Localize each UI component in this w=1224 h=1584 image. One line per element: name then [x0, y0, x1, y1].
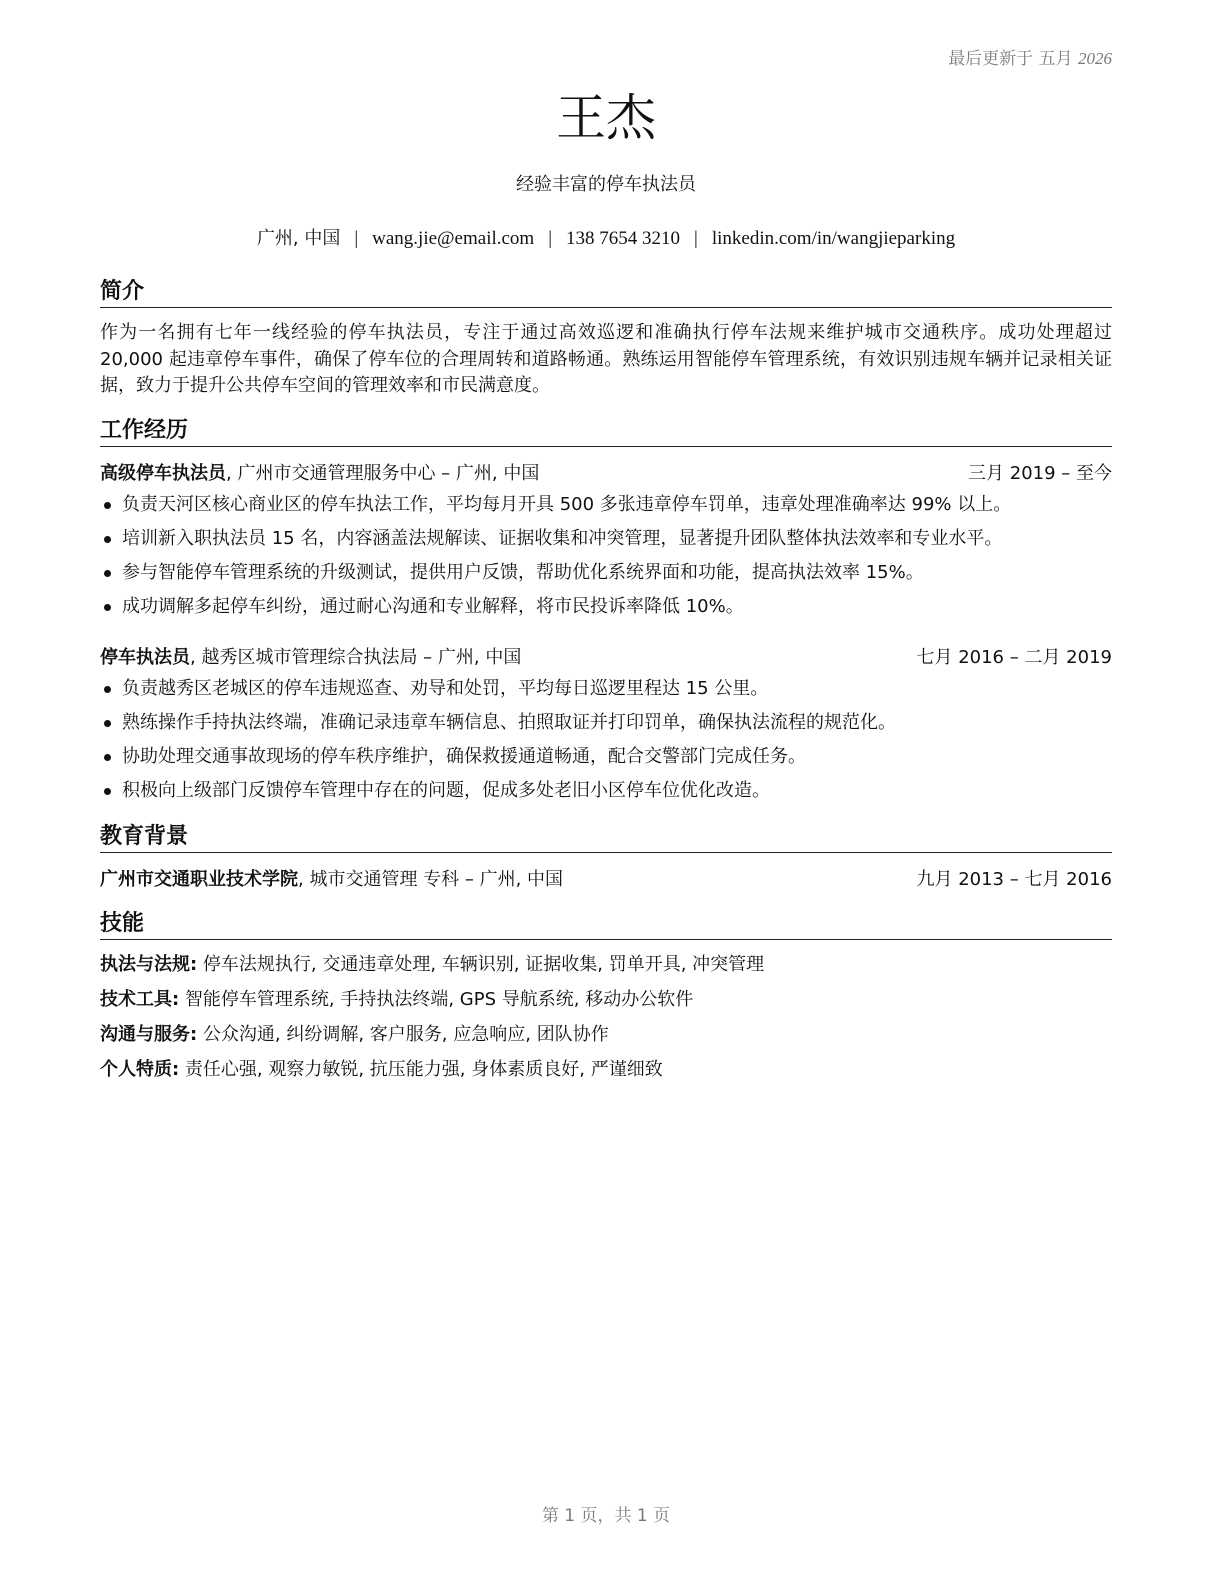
job-bullet: 负责天河区核心商业区的停车执法工作，平均每月开具 500 多张违章停车罚单，违章处理准确率达 99% 以上。 — [100, 492, 1112, 526]
job-organization: , 广州市交通管理服务中心 – 广州, 中国 — [226, 463, 540, 484]
page-number: 第 1 页，共 1 页 — [541, 1506, 671, 1526]
job-dates: 七月 2016 – 二月 2019 — [916, 647, 1112, 668]
education-entry — [100, 867, 1112, 893]
contact-line — [100, 224, 1112, 250]
resume-page — [100, 0, 1112, 1584]
job-bullet: 培训新入职执法员 15 名，内容涵盖法规解读、证据收集和冲突管理，显著提升团队整体执法效率和专业水平。 — [100, 526, 1112, 560]
job-bullet: 积极向上级部门反馈停车管理中存在的问题，促成多处老旧小区停车位优化改造。 — [100, 778, 1112, 812]
contact-email[interactable]: wang.jie@email.com — [372, 228, 535, 249]
skill-value: 智能停车管理系统, 手持执法终端, GPS 导航系统, 移动办公软件 — [179, 989, 694, 1010]
contact-linkedin[interactable]: linkedin.com/in/wangjieparking — [711, 228, 956, 249]
skill-row — [100, 1022, 1112, 1057]
contact-separator: | — [694, 228, 698, 249]
section-title-education: 教育背景 — [100, 823, 1112, 853]
education-dates: 九月 2013 – 七月 2016 — [916, 869, 1112, 890]
contact-location: 广州, 中国 — [256, 228, 341, 249]
skill-value: 公众沟通, 纠纷调解, 客户服务, 应急响应, 团队协作 — [197, 1024, 609, 1045]
last-updated — [948, 44, 1112, 69]
job-title: 高级停车执法员 — [100, 463, 226, 484]
section-title-summary: 简介 — [100, 278, 1112, 308]
skill-value: 责任心强, 观察力敏锐, 抗压能力强, 身体素质良好, 严谨细致 — [179, 1059, 663, 1080]
skill-row — [100, 1057, 1112, 1092]
skill-row — [100, 952, 1112, 987]
skills-list — [100, 952, 1112, 1092]
skill-row — [100, 987, 1112, 1022]
job-bullets — [100, 676, 1112, 812]
section-title-skills: 技能 — [100, 910, 1112, 940]
contact-phone: 138 7654 3210 — [566, 228, 681, 249]
section-title-experience: 工作经历 — [100, 417, 1112, 447]
skill-label: 执法与法规: — [100, 954, 198, 975]
skill-label: 个人特质: — [100, 1059, 180, 1080]
education-school: 广州市交通职业技术学院 — [100, 869, 298, 890]
education-detail: , 城市交通管理 专科 – 广州, 中国 — [298, 869, 564, 890]
job-organization: , 越秀区城市管理综合执法局 – 广州, 中国 — [190, 647, 522, 668]
contact-separator: | — [548, 228, 553, 249]
candidate-name: 王杰 — [556, 89, 656, 147]
last-updated-label: 最后更新于 五月 — [948, 49, 1073, 69]
last-updated-year: 2026 — [1078, 49, 1112, 68]
job-bullets — [100, 492, 1112, 628]
job-header — [100, 645, 1112, 671]
job-dates: 三月 2019 – 至今 — [968, 463, 1112, 484]
job-title: 停车执法员 — [100, 647, 190, 668]
job-bullet: 熟练操作手持执法终端，准确记录违章车辆信息、拍照取证并打印罚单，确保执法流程的规范化。 — [100, 710, 1112, 744]
summary-text: 作为一名拥有七年一线经验的停车执法员，专注于通过高效巡逻和准确执行停车法规来维护城市交通秩序。成功处理超过 20,000 起违章停车事件，确保了停车位的合理周转和道路畅通。熟练运用智能停车管理系统，有效识别违规车辆并记录相关证据，致力于提升公共停车空间的管理效率和市民满意度。 — [100, 322, 1112, 396]
skill-value: 停车法规执行, 交通违章处理, 车辆识别, 证据收集, 罚单开具, 冲突管理 — [197, 954, 765, 975]
skill-label: 沟通与服务: — [100, 1024, 198, 1045]
job-bullet: 参与智能停车管理系统的升级测试，提供用户反馈，帮助优化系统界面和功能，提高执法效率 15%。 — [100, 560, 1112, 594]
job-header — [100, 461, 1112, 487]
contact-separator: | — [354, 228, 359, 249]
skill-label: 技术工具: — [100, 989, 180, 1010]
candidate-tagline: 经验丰富的停车执法员 — [516, 174, 696, 195]
job-bullet: 成功调解多起停车纠纷，通过耐心沟通和专业解释，将市民投诉率降低 10%。 — [100, 594, 1112, 628]
job-bullet: 协助处理交通事故现场的停车秩序维护，确保救援通道畅通，配合交警部门完成任务。 — [100, 744, 1112, 778]
job-bullet: 负责越秀区老城区的停车违规巡查、劝导和处罚，平均每日巡逻里程达 15 公里。 — [100, 676, 1112, 710]
